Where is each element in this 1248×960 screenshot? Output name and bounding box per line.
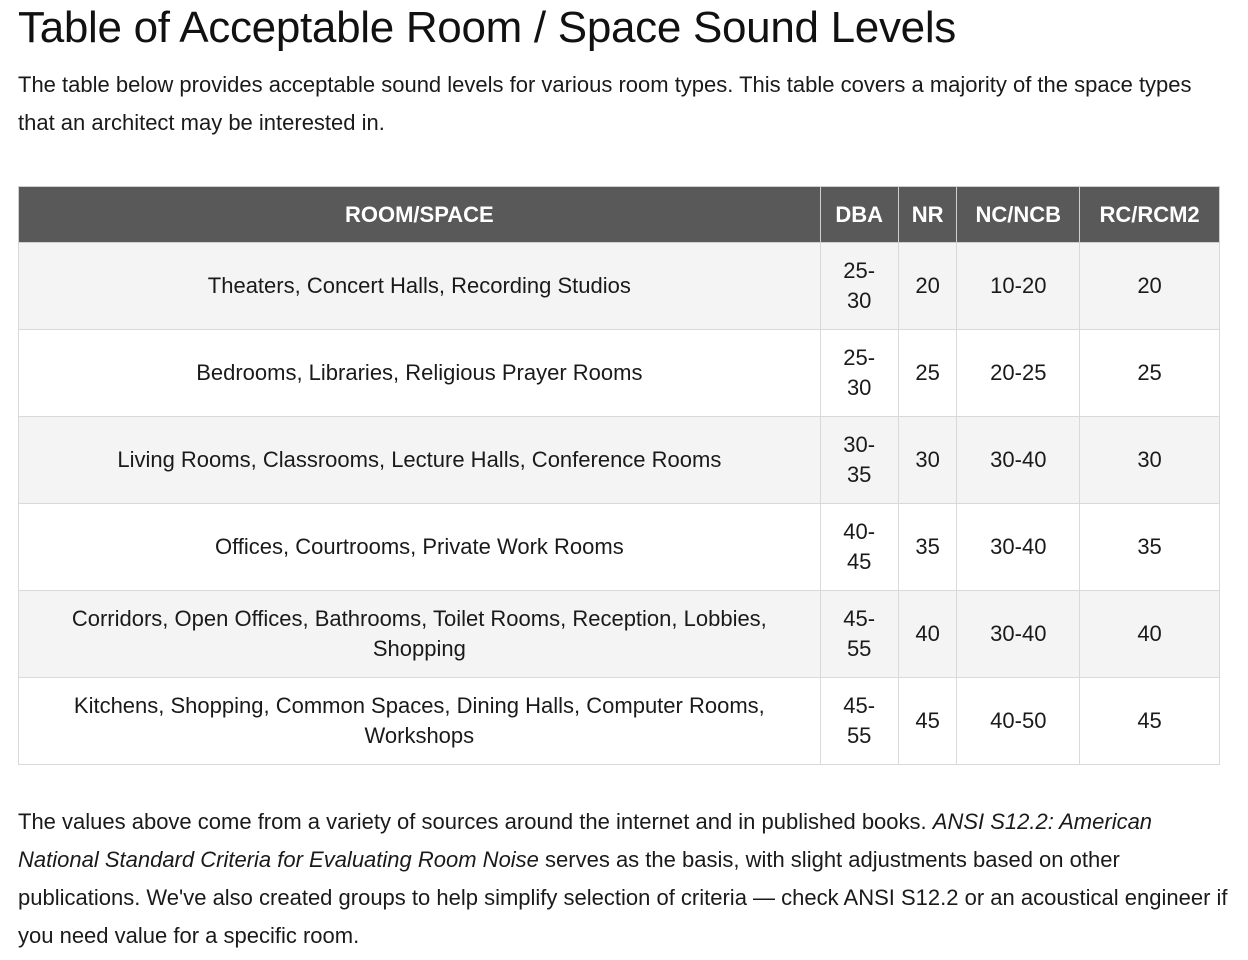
dba-low: 40- xyxy=(843,519,876,544)
dba-high: 45 xyxy=(846,549,872,574)
dba-high: 35 xyxy=(846,462,872,487)
table-header xyxy=(19,187,1220,243)
dba-cell xyxy=(820,504,898,591)
room-cell: Kitchens, Shopping, Common Spaces, Dining Halls, Computer Rooms, Workshops xyxy=(19,678,821,765)
rc-cell: 20 xyxy=(1080,243,1220,330)
dba-cell xyxy=(820,243,898,330)
nr-cell: 35 xyxy=(898,504,957,591)
header-dba: DBA xyxy=(820,187,898,243)
nc-cell: 30-40 xyxy=(957,504,1080,591)
dba-cell xyxy=(820,678,898,765)
outro-text-1: The values above come from a variety of sources around the internet and in published books. xyxy=(18,809,933,834)
dba-low: 25- xyxy=(843,258,876,283)
nr-cell: 45 xyxy=(898,678,957,765)
dba-high: 30 xyxy=(846,375,872,400)
dba-low: 30- xyxy=(843,432,876,457)
nr-cell: 25 xyxy=(898,330,957,417)
table-row xyxy=(19,330,1220,417)
dba-low: 25- xyxy=(843,345,876,370)
table-row xyxy=(19,504,1220,591)
dba-cell xyxy=(820,417,898,504)
dba-high: 30 xyxy=(846,288,872,313)
header-nc-ncb: NC/NCB xyxy=(957,187,1080,243)
room-cell: Bedrooms, Libraries, Religious Prayer Rooms xyxy=(19,330,821,417)
rc-cell: 40 xyxy=(1080,591,1220,678)
rc-cell: 45 xyxy=(1080,678,1220,765)
nc-cell: 30-40 xyxy=(957,417,1080,504)
rc-cell: 25 xyxy=(1080,330,1220,417)
dba-high: 55 xyxy=(846,636,872,661)
ansi-citation: ANSI S12.2: American National Standard Criteria for Evaluating Room Noise xyxy=(18,809,1153,872)
table-body xyxy=(19,243,1220,765)
nc-cell: 10-20 xyxy=(957,243,1080,330)
outro-paragraph xyxy=(18,803,1230,955)
rc-cell: 35 xyxy=(1080,504,1220,591)
room-cell: Living Rooms, Classrooms, Lecture Halls, Conference Rooms xyxy=(19,417,821,504)
header-rc-rcm2: RC/RCM2 xyxy=(1080,187,1220,243)
intro-paragraph: The table below provides acceptable sound levels for various room types. This table covers a majority of the space types that an architect may be interested in. xyxy=(18,72,1192,135)
header-nr: NR xyxy=(898,187,957,243)
dba-low: 45- xyxy=(843,693,876,718)
table-row xyxy=(19,591,1220,678)
page-title: Table of Acceptable Room / Space Sound Levels xyxy=(18,3,957,52)
header-room-space: ROOM/SPACE xyxy=(19,187,821,243)
nr-cell: 20 xyxy=(898,243,957,330)
table-row xyxy=(19,417,1220,504)
sound-levels-table xyxy=(18,186,1220,765)
rc-cell: 30 xyxy=(1080,417,1220,504)
room-cell: Offices, Courtrooms, Private Work Rooms xyxy=(19,504,821,591)
room-cell: Theaters, Concert Halls, Recording Studios xyxy=(19,243,821,330)
nr-cell: 40 xyxy=(898,591,957,678)
nr-cell: 30 xyxy=(898,417,957,504)
header-row xyxy=(19,187,1220,243)
nc-cell: 20-25 xyxy=(957,330,1080,417)
table-row xyxy=(19,243,1220,330)
nc-cell: 30-40 xyxy=(957,591,1080,678)
dba-cell xyxy=(820,330,898,417)
table-row xyxy=(19,678,1220,765)
dba-cell xyxy=(820,591,898,678)
outro-text-2: serves as the basis, with slight adjustments based on other publications. We've also created groups to help simplify selection of criteria — check ANSI S12.2 or an acoustical engineer if you need value for a specific room. xyxy=(18,847,1228,948)
nc-cell: 40-50 xyxy=(957,678,1080,765)
room-cell: Corridors, Open Offices, Bathrooms, Toilet Rooms, Reception, Lobbies, Shopping xyxy=(19,591,821,678)
dba-high: 55 xyxy=(846,723,872,748)
dba-low: 45- xyxy=(843,606,876,631)
